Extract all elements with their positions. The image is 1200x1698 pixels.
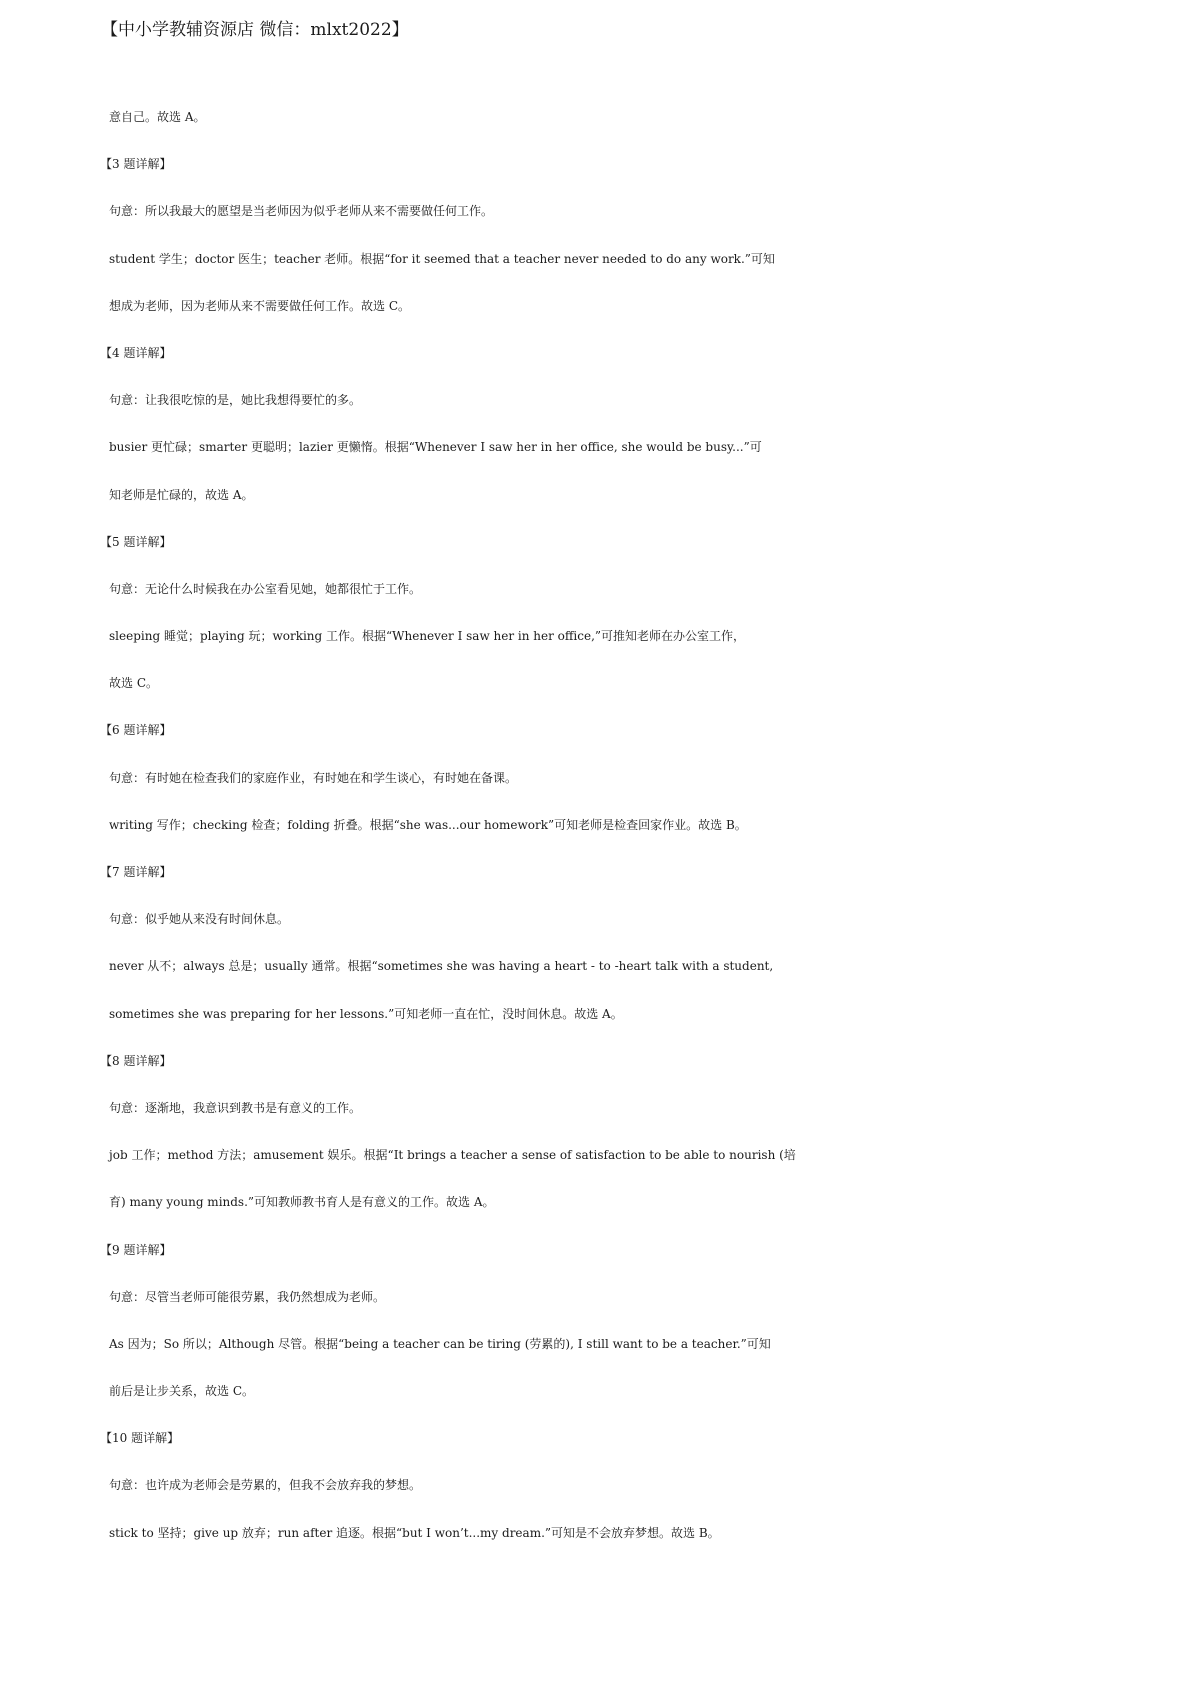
text-line: 句意：逐渐地，我意识到教书是有意义的工作。 [109,1100,362,1115]
text-line: stick to 坚持；give up 放弃；run after 追逐。根据“but I won’t...my dream.”可知是不会放弃梦想。故选 B。 [109,1525,720,1540]
text-line: 前后是让步关系，故选 C。 [109,1384,254,1399]
text-line: writing 写作；checking 检查；folding 折叠。根据“she was...our homework”可知老师是检查回家作业。故选 B。 [109,817,747,832]
text-line: 句意：让我很吃惊的是，她比我想得要忙的多。 [109,393,362,408]
text-line: 句意：尽管当老师可能很劳累，我仍然想成为老师。 [109,1289,386,1304]
section-heading: 【6 题详解】 [100,723,172,738]
text-line: never 从不；always 总是；usually 通常。根据“sometimes she was having a heart - to -heart talk with a student, [109,959,774,974]
text-line: 句意：有时她在检查我们的家庭作业，有时她在和学生谈心，有时她在备课。 [109,770,518,785]
section-heading: 【10 题详解】 [100,1431,180,1446]
text-line: 句意：似乎她从来没有时间休息。 [109,912,290,927]
section-heading: 【7 题详解】 [100,865,172,879]
text-line: 句意：也许成为老师会是劳累的，但我不会放弃我的梦想。 [109,1478,422,1493]
text-line: 知老师是忙碌的，故选 A。 [109,487,254,502]
section-heading: 【5 题详解】 [100,534,172,549]
document-body [100,97,1109,1560]
text-line: 句意：所以我最大的愿望是当老师因为似乎老师从来不需要做任何工作。 [109,204,494,219]
text-line: student 学生；doctor 医生；teacher 老师。根据“for it seemed that a teacher never needed to do any work.”可知 [109,251,775,266]
section-heading: 【4 题详解】 [100,345,172,360]
text-line: busier 更忙碌；smarter 更聪明；lazier 更懒惰。根据“Whenever I saw her in her office, she would be busy...”可 [109,440,762,455]
text-line: 意自己。故选 A。 [109,110,206,124]
section-heading: 【3 题详解】 [100,157,172,172]
section-heading: 【8 题详解】 [100,1053,172,1068]
text-line: 育) many young minds.”可知教师教书育人是有意义的工作。故选 A。 [109,1195,495,1210]
text-line: As 因为；So 所以；Although 尽管。根据“being a teacher can be tiring (劳累的), I still want to be a teacher.”可知 [109,1336,771,1351]
text-line: sometimes she was preparing for her lessons.”可知老师一直在忙，没时间休息。故选 A。 [109,1006,623,1021]
page-header: 【中小学教辅资源店 微信：mlxt2022】 [101,20,409,40]
text-line: 句意：无论什么时候我在办公室看见她，她都很忙于工作。 [109,581,422,596]
text-line: sleeping 睡觉；playing 玩；working 工作。根据“Whenever I saw her in her office,”可推知老师在办公室工作， [109,629,746,644]
text-line: 故选 C。 [109,676,158,691]
text-line: job 工作；method 方法；amusement 娱乐。根据“It brings a teacher a sense of satisfaction to be able to nourish (培 [109,1148,796,1163]
text-line: 想成为老师，因为老师从来不需要做任何工作。故选 C。 [109,298,410,313]
section-heading: 【9 题详解】 [100,1242,172,1257]
